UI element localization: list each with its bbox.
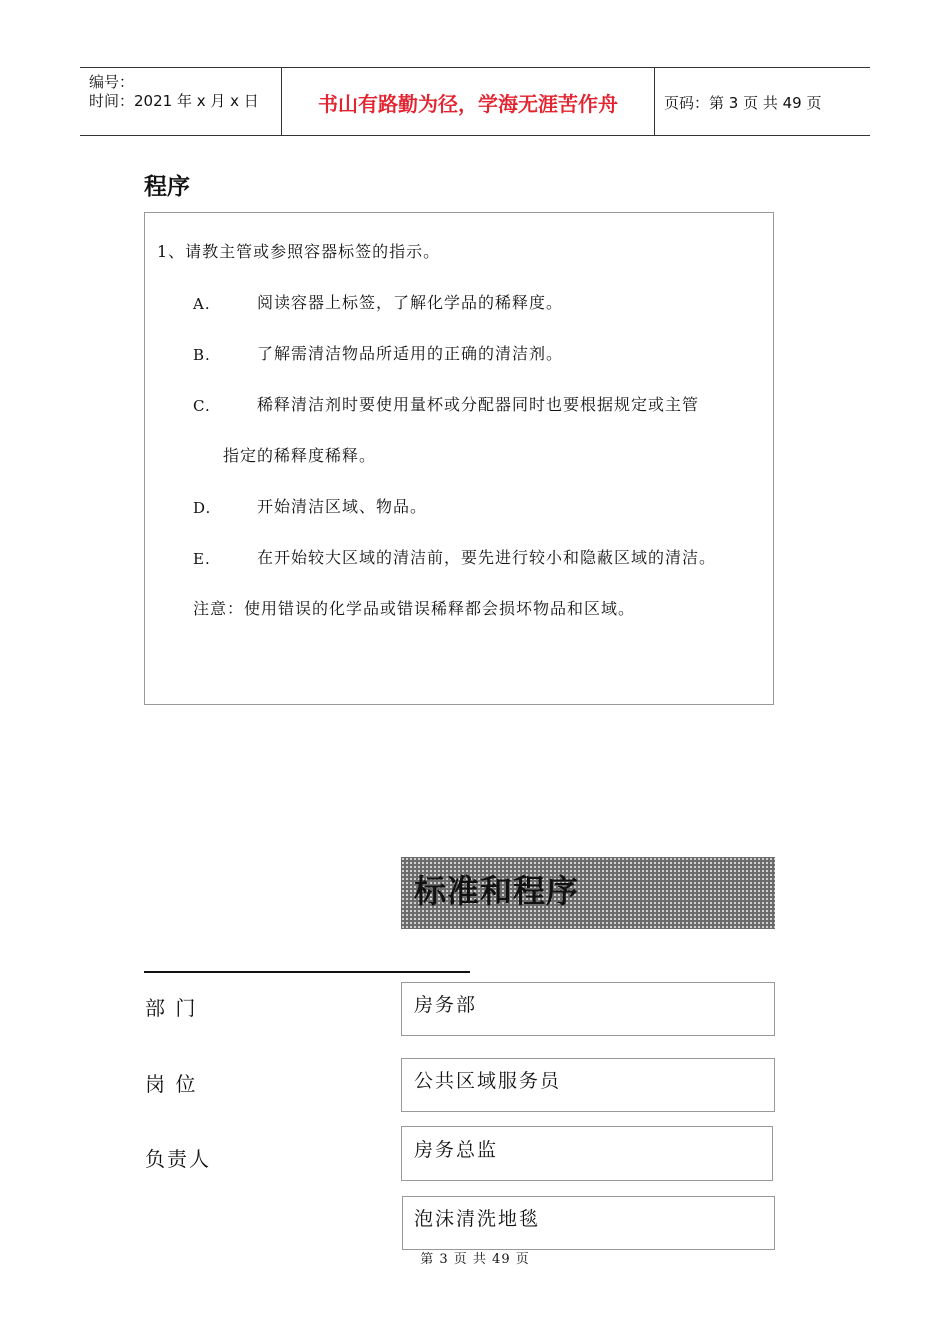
subject-value: 泡沫清洗地毯: [414, 1208, 541, 1230]
item-c-label: C.: [193, 397, 211, 415]
item-a-label: A.: [193, 295, 211, 313]
footer-page-number: 第 3 页 共 49 页: [420, 1252, 530, 1267]
item-b-label: B.: [193, 346, 211, 364]
procedure-note: 注意：使用错误的化学品或错误稀释都会损坏物品和区域。: [193, 599, 636, 618]
position-value: 公共区域服务员: [414, 1070, 562, 1092]
item-d-label: D.: [193, 499, 212, 517]
item-c-continuation: 指定的稀释度稀释。: [223, 446, 377, 465]
header-divider-right: [654, 67, 655, 135]
header-time-label: 时间：2021 年 x 月 x 日: [89, 92, 259, 110]
section-rule: [144, 971, 470, 973]
department-value: 房务部: [414, 994, 478, 1016]
item-e-text: 在开始较大区域的清洁前，要先进行较小和隐蔽区域的清洁。: [257, 548, 717, 567]
procedure-title: 程序: [144, 174, 190, 200]
header-motto: 书山有路勤为径，学海无涯苦作舟: [318, 92, 618, 116]
header-bottom-rule: [80, 135, 870, 136]
header-page-info: 页码：第 3 页 共 49 页: [664, 94, 822, 112]
item-a-text: 阅读容器上标签，了解化学品的稀释度。: [257, 293, 564, 312]
header-top-rule: [80, 67, 870, 68]
responsible-value: 房务总监: [414, 1139, 499, 1161]
procedure-intro: 1、请教主管或参照容器标签的指示。: [157, 242, 441, 261]
header-code-label: 编号：: [89, 73, 135, 91]
department-label: 部 门: [145, 996, 198, 1020]
responsible-label: 负责人: [145, 1147, 211, 1171]
position-label: 岗 位: [145, 1072, 198, 1096]
item-b-text: 了解需清洁物品所适用的正确的清洁剂。: [257, 344, 564, 363]
item-e-label: E.: [193, 550, 211, 568]
item-c-text: 稀释清洁剂时要使用量杯或分配器同时也要根据规定或主管: [257, 395, 700, 414]
standards-banner-text: 标准和程序: [414, 872, 580, 910]
item-d-text: 开始清洁区域、物品。: [257, 497, 428, 516]
